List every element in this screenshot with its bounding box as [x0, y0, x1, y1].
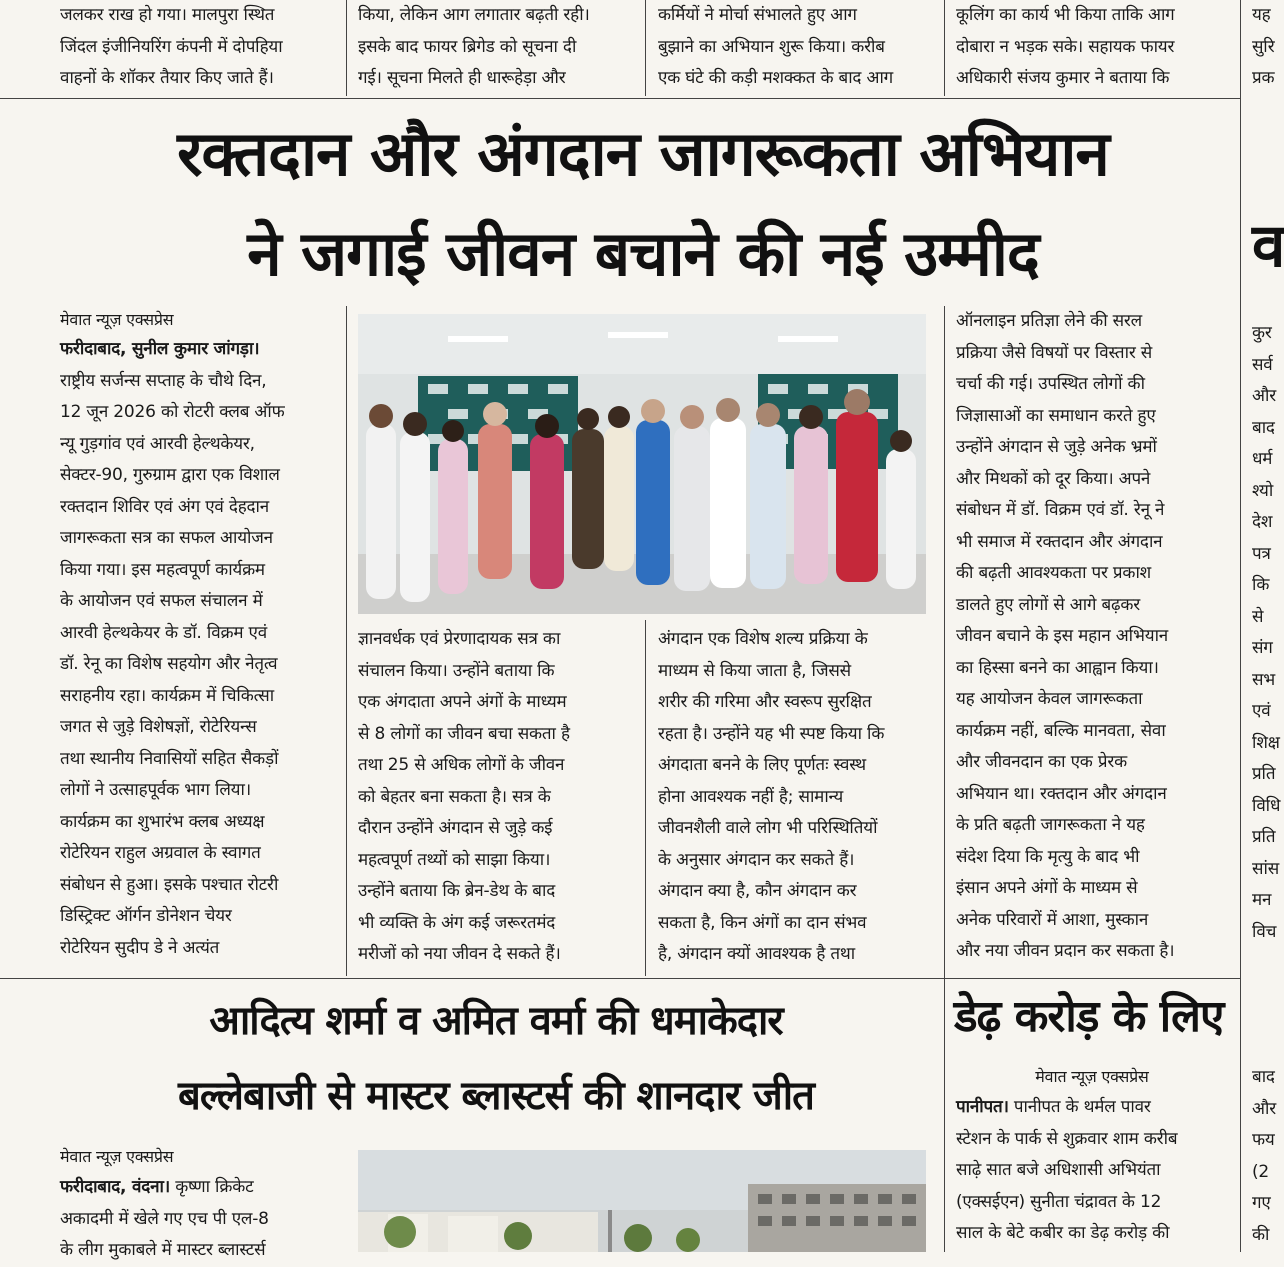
text-line: बुझाने का अभियान शुरू किया। करीब	[658, 36, 885, 57]
main-headline-line-2: ने जगाई जीवन बचाने की नई उम्मीद	[247, 217, 1039, 290]
news-source: मेवात न्यूज़ एक्सप्रेस	[60, 1147, 174, 1166]
text-line: अकादमी में खेले गए एच पी एल-8	[60, 1208, 269, 1229]
text-line: प्रति	[1252, 764, 1276, 784]
text-line: इंसान अपने अंगों के माध्यम से	[956, 878, 1138, 898]
text-fragment: कृष्णा क्रिकेट	[175, 1177, 254, 1197]
right-edge-headline-fragment: व	[1252, 211, 1284, 281]
text-line: सभ	[1252, 669, 1276, 690]
text-line: उन्होंने अंगदान से जुड़े अनेक भ्रमों	[956, 437, 1157, 457]
text-line: एक अंगदाता अपने अंगों के माध्यम	[358, 692, 567, 712]
text-line: संचालन किया। उन्होंने बताया कि	[358, 660, 555, 681]
top-col-2	[358, 0, 638, 95]
text-line: फय	[1252, 1130, 1275, 1150]
text-line: किया, लेकिन आग लगातार बढ़ती रही।	[358, 5, 590, 25]
top-col-4	[956, 0, 1226, 95]
text-line: की बढ़ती आवश्यकता पर प्रकाश	[956, 563, 1152, 583]
text-line: (एक्सईएन) सुनीता चंद्रावत के 12	[956, 1191, 1162, 1212]
text-line: अंगदान एक विशेष शल्य प्रक्रिया के	[658, 629, 868, 649]
text-line: और	[1252, 386, 1276, 406]
text-line: से 8 लोगों का जीवन बचा सकता है	[358, 723, 570, 744]
text-line: वाहनों के शॉकर तैयार किए जाते हैं।	[60, 68, 274, 88]
text-line: माध्यम से किया जाता है, जिससे	[658, 660, 851, 681]
text-line: जिंदल इंजीनियरिंग कंपनी में दोपहिया	[60, 36, 283, 57]
text-line: (2	[1252, 1161, 1270, 1182]
text-line: बाद	[1252, 1067, 1275, 1087]
dateline: फरीदाबाद, वंदना।	[60, 1177, 170, 1197]
top-col-3	[658, 0, 938, 95]
text-line: प्रक्रिया जैसे विषयों पर विस्तार से	[956, 342, 1153, 363]
text-line: कर्मियों ने मोर्चा संभालते हुए आग	[658, 5, 857, 25]
text-line: किया गया। इस महत्वपूर्ण कार्यक्रम	[60, 559, 265, 580]
right-edge-col	[1252, 318, 1280, 948]
text-line: जलकर राख हो गया। मालपुरा स्थित	[60, 5, 275, 25]
text-line: कूलिंग का कार्य भी किया ताकि आग	[956, 5, 1175, 25]
text-line: गई। सूचना मिलते ही धारूहेड़ा और	[358, 68, 566, 88]
text-line: अनेक परिवारों में आशा, मुस्कान	[956, 909, 1149, 930]
text-line	[956, 1092, 1228, 1124]
text-line: चर्चा की गई। उपस्थित लोगों की	[956, 374, 1145, 394]
text-line: अंगदान क्या है, कौन अंगदान कर	[658, 881, 857, 901]
text-line: कुर	[1252, 323, 1272, 343]
text-line: सेक्टर-90, गुरुग्राम द्वारा एक विशाल	[60, 465, 280, 485]
text-line: श्यो	[1252, 480, 1274, 501]
text-line: यह	[1252, 5, 1271, 25]
text-line: होना आवश्यक नहीं है; सामान्य	[658, 786, 844, 807]
text-line: सकता है, किन अंगों का दान संभव	[658, 912, 867, 933]
text-line: सांस	[1252, 858, 1279, 879]
text-line: एक घंटे की कड़ी मशक्कत के बाद आग	[658, 68, 893, 88]
text-line: अंगदाता बनने के लिए पूर्णतः स्वस्थ	[658, 755, 866, 775]
text-line: बाद	[1252, 417, 1275, 438]
text-line: सुरि	[1252, 36, 1275, 57]
text-line: ऑनलाइन प्रतिज्ञा लेने की सरल	[956, 311, 1143, 331]
panipat-col	[956, 1062, 1228, 1250]
main-story-col-1	[60, 306, 342, 964]
top-col-5	[1252, 0, 1280, 95]
text-line: और मिथकों को दूर किया। अपने	[956, 468, 1151, 489]
text-line: दौरान उन्होंने अंगदान से जुड़े कई	[358, 818, 553, 838]
text-line: गए	[1252, 1193, 1271, 1213]
text-line: संबोधन से हुआ। इसके पश्चात रोटरी	[60, 874, 279, 895]
text-line: है, अंगदान क्यों आवश्यक है तथा	[658, 944, 855, 964]
text-line: 12 जून 2026 को रोटरी क्लब ऑफ	[60, 402, 285, 422]
dateline: पानीपत।	[956, 1097, 1009, 1117]
news-source: मेवात न्यूज़ एक्सप्रेस	[60, 310, 174, 329]
text-line: पत्र	[1252, 543, 1271, 564]
text-line: आरवी हेल्थकेयर के डॉ. विक्रम एवं	[60, 622, 267, 643]
text-line: इसके बाद फायर ब्रिगेड को सूचना दी	[358, 36, 577, 57]
text-line: रोटेरियन सुदीप डे ने अत्यंत	[60, 937, 220, 958]
text-line: यह आयोजन केवल जागरूकता	[956, 689, 1143, 709]
text-line: कि	[1252, 575, 1270, 595]
text-line: के अनुसार अंगदान कर सकते हैं।	[658, 849, 855, 870]
text-line: कार्यक्रम का शुभारंभ क्लब अध्यक्ष	[60, 811, 265, 832]
text-line: जागरूकता सत्र का सफल आयोजन	[60, 528, 273, 548]
main-story-col-4	[956, 306, 1228, 968]
main-story-col-2	[358, 624, 642, 971]
text-line: रक्तदान शिविर एवं अंग एवं देहदान	[60, 496, 269, 517]
text-line: स्टेशन के पार्क से शुक्रवार शाम करीब	[956, 1128, 1178, 1149]
text-line: रहता है। उन्होंने यह भी स्पष्ट किया कि	[658, 723, 885, 744]
text-line: डिस्ट्रिक्ट ऑर्गन डोनेशन चेयर	[60, 906, 232, 926]
text-line: डालते हुए लोगों से आगे बढ़कर	[956, 594, 1140, 615]
top-col-1	[60, 0, 340, 95]
news-source: मेवात न्यूज़ एक्सप्रेस	[1035, 1067, 1149, 1086]
text-line: डॉ. रेनू का विशेष सहयोग और नेतृत्व	[60, 654, 278, 674]
text-line: से	[1252, 606, 1264, 627]
cricket-headline-line-2: बल्लेबाजी से मास्टर ब्लास्टर्स की शानदार जीत	[178, 1073, 814, 1119]
text-line: भी समाज में रक्तदान और अंगदान	[956, 531, 1163, 552]
text-line: रोटेरियन राहुल अग्रवाल के स्वागत	[60, 843, 261, 863]
text-line: कार्यक्रम नहीं, बल्कि मानवता, सेवा	[956, 720, 1166, 741]
text-line: उन्होंने बताया कि ब्रेन-डेथ के बाद	[358, 881, 556, 901]
text-line: प्रक	[1252, 68, 1275, 88]
cricket-ground-photo	[358, 1150, 926, 1252]
text-line: साल के बेटे कबीर का डेढ़ करोड़ की	[956, 1223, 1170, 1243]
text-line: अभियान था। रक्तदान और अंगदान	[956, 783, 1167, 804]
text-line: महत्वपूर्ण तथ्यों को साझा किया।	[358, 849, 551, 870]
text-line: विच	[1252, 921, 1277, 942]
text-line: प्रति	[1252, 827, 1276, 847]
text-line: के प्रति बढ़ती जागरूकता ने यह	[956, 815, 1145, 835]
cricket-col-1	[60, 1142, 342, 1267]
text-line: शरीर की गरिमा और स्वरूप सुरक्षित	[658, 692, 872, 712]
panipat-right-fragments	[1252, 1062, 1280, 1251]
text-line: न्यू गुड़गांव एवं आरवी हेल्थकेयर,	[60, 433, 255, 454]
panipat-headline: डेढ़ करोड़ के लिए	[954, 991, 1224, 1042]
text-line: तथा स्थानीय निवासियों सहित सैकड़ों	[60, 748, 279, 769]
text-line: सराहनीय रहा। कार्यक्रम में चिकित्सा	[60, 685, 274, 706]
text-line: तथा 25 से अधिक लोगों के जीवन	[358, 755, 565, 775]
main-headline-line-1: रक्तदान और अंगदान जागरूकता अभियान	[177, 117, 1109, 190]
text-line: का हिस्सा बनने का आह्वान किया।	[956, 657, 1159, 678]
text-line: विधि	[1252, 795, 1281, 816]
text-line: भी व्यक्ति के अंग कई जरूरतमंद	[358, 912, 556, 933]
text-line: संग	[1252, 638, 1273, 658]
text-line: के लीग मुकाबले में मास्टर ब्लास्टर्स	[60, 1240, 266, 1260]
text-line: संबोधन में डॉ. विक्रम एवं डॉ. रेनू ने	[956, 500, 1165, 520]
text-line: जिज्ञासाओं का समाधान करते हुए	[956, 405, 1156, 426]
text-line: दोबारा न भड़क सके। सहायक फायर	[956, 36, 1175, 57]
text-line: एवं	[1252, 701, 1271, 721]
text-line: को बेहतर बना सकता है। सत्र के	[358, 786, 551, 807]
text-line: देश	[1252, 512, 1273, 532]
text-line: राष्ट्रीय सर्जन्स सप्ताह के चौथे दिन,	[60, 370, 267, 391]
text-line: की	[1252, 1224, 1270, 1245]
text-line: अधिकारी संजय कुमार ने बताया कि	[956, 68, 1170, 88]
text-line: के आयोजन एवं सफल संचालन में	[60, 591, 263, 611]
text-line: और	[1252, 1098, 1276, 1119]
text-line: मन	[1252, 890, 1272, 910]
cricket-headline-line-1: आदित्य शर्मा व अमित वर्मा की धमाकेदार	[209, 998, 783, 1044]
text-line: शिक्ष	[1252, 732, 1280, 753]
text-line	[60, 1172, 342, 1204]
main-story-col-3	[658, 624, 942, 971]
text-line: और जीवनदान का एक प्रेरक	[956, 752, 1127, 772]
text-line: जगत से जुड़े विशेषज्ञों, रोटेरियन्स	[60, 717, 257, 737]
text-line: साढ़े सात बजे अधिशासी अभियंता	[956, 1160, 1161, 1180]
text-line: और नया जीवन प्रदान कर सकता है।	[956, 941, 1175, 961]
dateline: फरीदाबाद, सुनील कुमार जांगड़ा।	[60, 339, 260, 359]
text-line: लोगों ने उत्साहपूर्वक भाग लिया।	[60, 780, 251, 800]
text-line: धर्म	[1252, 449, 1273, 469]
text-line: संदेश दिया कि मृत्यु के बाद भी	[956, 846, 1140, 867]
text-fragment: पानीपत के थर्मल पावर	[1013, 1097, 1151, 1117]
text-line: सर्व	[1252, 354, 1273, 375]
event-group-photo	[358, 314, 926, 614]
text-line: जीवनशैली वाले लोग भी परिस्थितियों	[658, 818, 878, 838]
text-line: जीवन बचाने के इस महान अभियान	[956, 626, 1169, 646]
text-line: मरीजों को नया जीवन दे सकते हैं।	[358, 944, 561, 964]
text-line: ज्ञानवर्धक एवं प्रेरणादायक सत्र का	[358, 629, 561, 649]
